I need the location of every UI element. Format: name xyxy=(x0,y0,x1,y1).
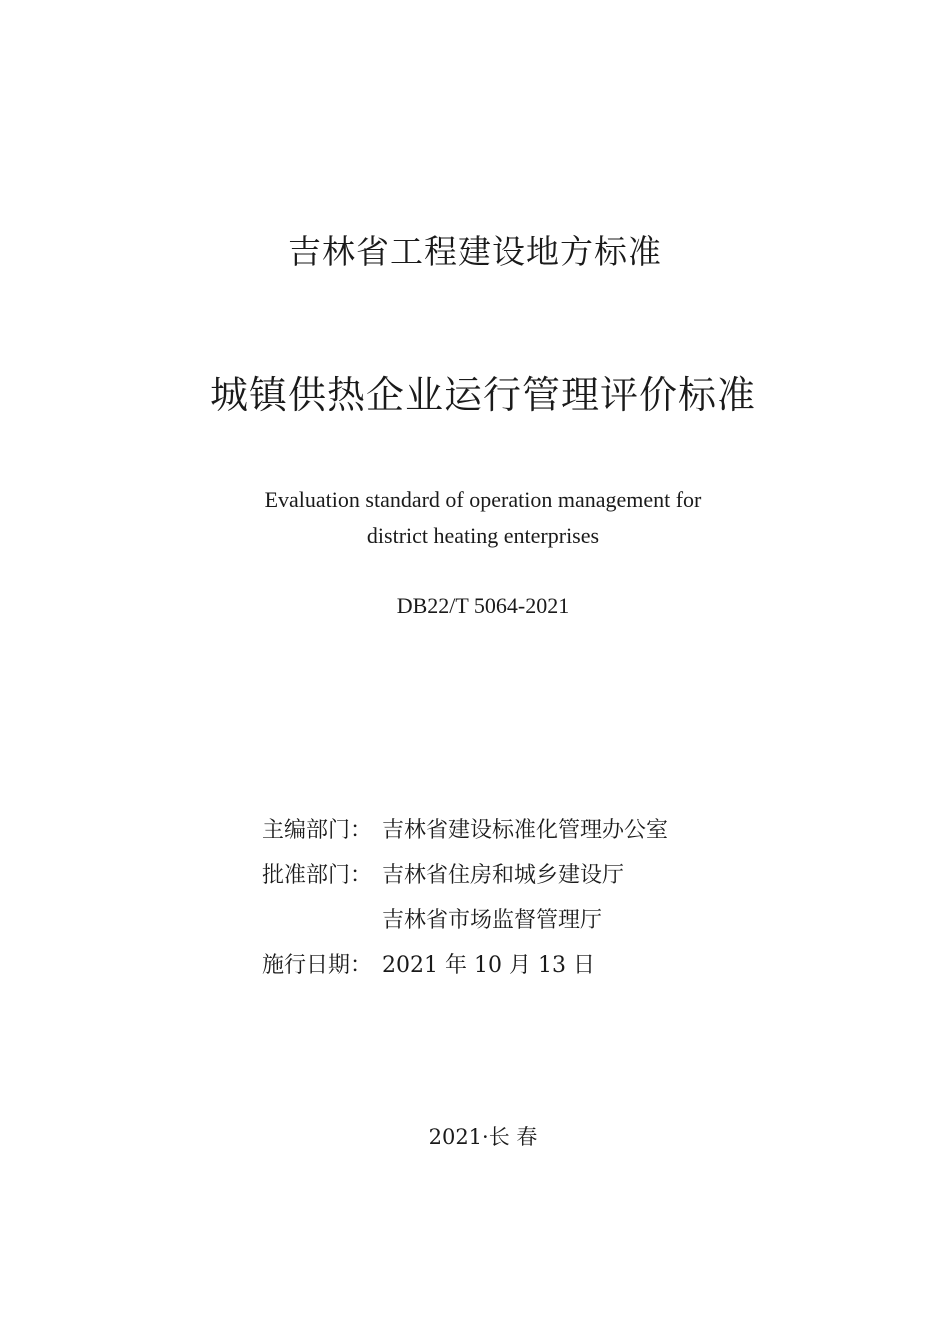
english-title-line-1: Evaluation standard of operation management for xyxy=(264,487,702,512)
approval-row xyxy=(262,851,782,896)
series-title: 吉林省工程建设地方标准 xyxy=(288,232,662,271)
editor-row xyxy=(262,806,782,851)
effective-date-value: 2021 年 10 月 13 日 xyxy=(382,953,595,978)
publication-info xyxy=(262,806,782,986)
english-title xyxy=(0,482,950,554)
approval-row-2 xyxy=(262,896,782,941)
standard-number: DB22/T 5064-2021 xyxy=(396,593,570,618)
editor-label: 主编部门： xyxy=(262,818,373,843)
approval-value-1: 吉林省住房和城乡建设厅 xyxy=(382,863,625,888)
english-title-line-2: district heating enterprises xyxy=(366,523,600,548)
approval-value-2: 吉林省市场监督管理厅 xyxy=(382,908,603,933)
effective-date-label: 施行日期： xyxy=(262,953,373,978)
approval-label: 批准部门： xyxy=(262,863,373,888)
editor-value: 吉林省建设标准化管理办公室 xyxy=(382,818,669,843)
publication-place-year: 2021·长 春 xyxy=(428,1125,538,1149)
effective-date-row xyxy=(262,941,782,986)
document-title: 城镇供热企业运行管理评价标准 xyxy=(209,373,756,417)
